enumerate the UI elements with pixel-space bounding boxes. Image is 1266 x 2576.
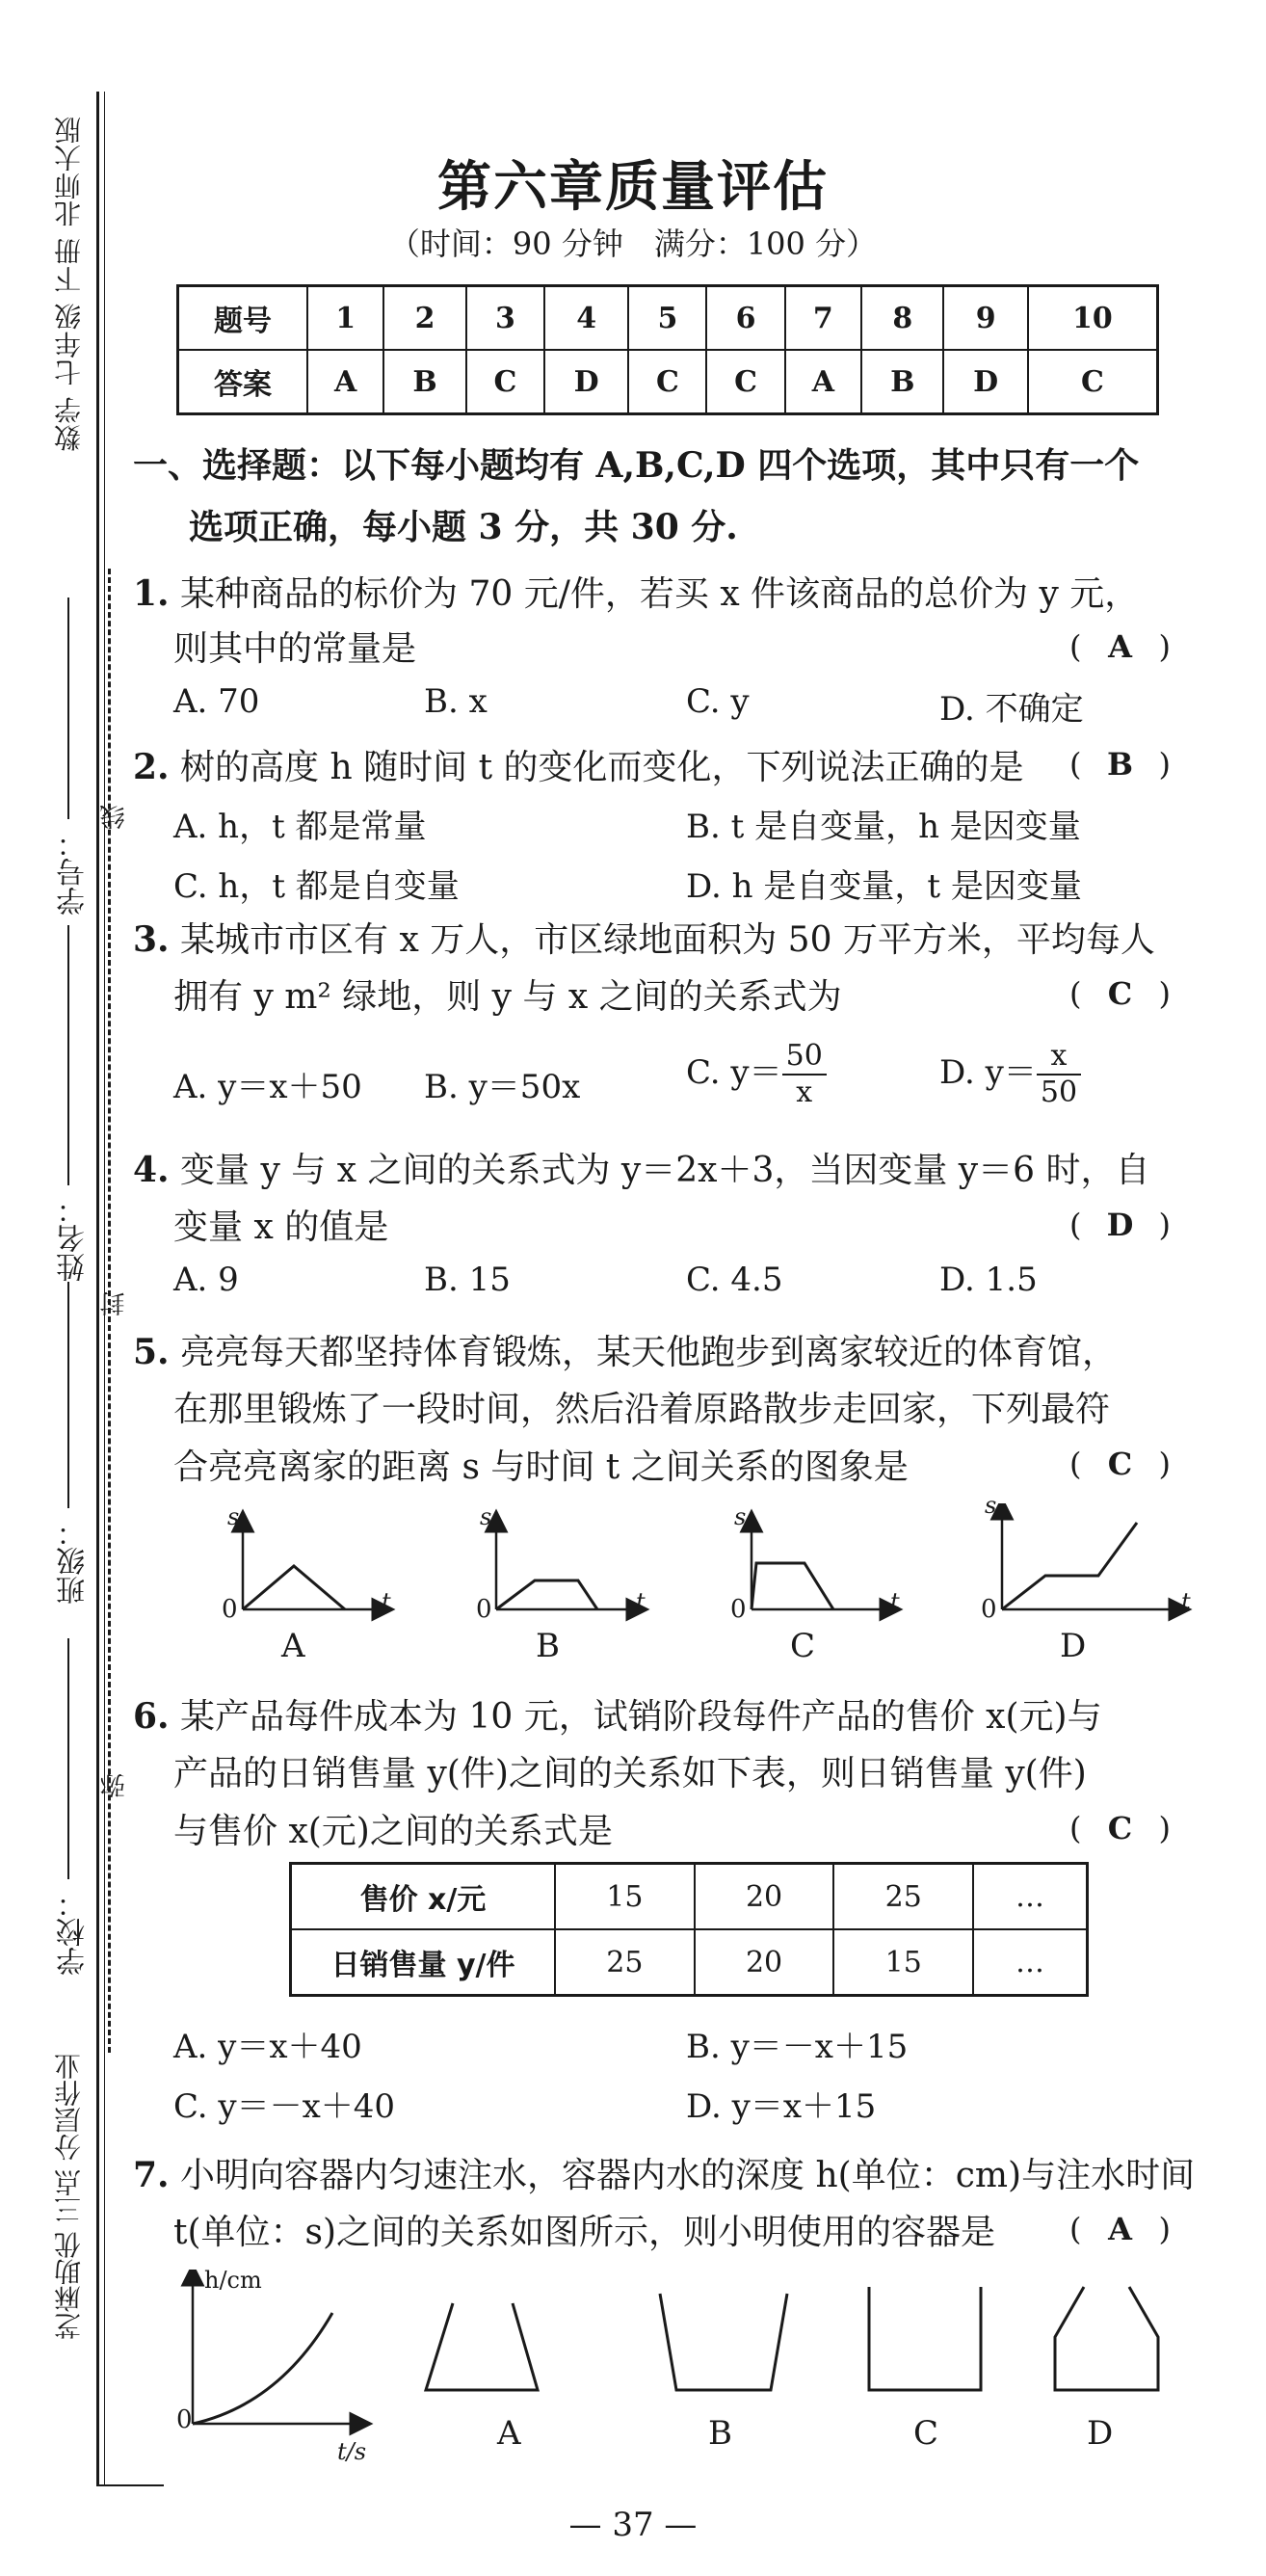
graph-c [752, 1521, 891, 1609]
question-2-answer-value: B [1106, 746, 1133, 783]
graph-a [243, 1521, 383, 1609]
question-1-answer: ( A ) [1069, 628, 1171, 665]
question-3-option-d [939, 1039, 1081, 1110]
question-1-option-d: D. 不确定 [939, 690, 1084, 729]
sidebar-school-label: 学校： [57, 1889, 91, 1976]
question-5-graphs [173, 1503, 1195, 1686]
answer-table-answer: D [943, 350, 1027, 414]
question-7-text: 小明向容器内匀速注水，容器内水的深度 h(单位：cm)与注水时间 [180, 2156, 1196, 2195]
question-1-option-a: A. 70 [173, 682, 260, 721]
question-3-answer-value: C [1107, 975, 1133, 1012]
question-6-option-b: B. y＝－x＋15 [686, 2028, 909, 2066]
answer-table-number: 3 [466, 286, 544, 351]
answer-table-number: 10 [1028, 286, 1158, 351]
fraction-numerator: 50 [782, 1039, 827, 1076]
answer-table-number: 2 [383, 286, 465, 351]
graph-a-label: A [281, 1627, 305, 1665]
answer-table-answer: D [544, 350, 628, 414]
question-6-answer-value: C [1107, 1810, 1133, 1846]
answer-table-answer: C [1028, 350, 1158, 414]
question-3-option-c [686, 1039, 827, 1110]
student-id-blank [67, 598, 69, 819]
graph-b-y-label: s [480, 1503, 492, 1530]
answer-table-answer: A [785, 350, 861, 414]
page-subtitle: （时间：90 分钟 满分：100 分） [388, 226, 878, 262]
graph-d-y-label: s [985, 1492, 997, 1519]
answer-table-number: 9 [943, 286, 1027, 351]
question-2-text: 树的高度 h 随时间 t 的变化而变化，下列说法正确的是 [180, 748, 1024, 787]
fraction-denominator: x [796, 1076, 813, 1109]
sidebar-cut-label: 线 [100, 805, 129, 830]
question-6-line3: 与售价 x(元)之间的关系式是 [173, 1812, 613, 1851]
question-6-option-d: D. y＝x＋15 [686, 2087, 877, 2126]
table-cell: 20 [695, 1864, 834, 1930]
graph-c-origin: 0 [730, 1595, 747, 1624]
question-5-line2: 在那里锻炼了一段时间，然后沿着原路散步走回家，下列最符 [173, 1390, 1111, 1429]
question-6-answer: ( C ) [1069, 1810, 1171, 1846]
question-2-line1 [133, 737, 1023, 798]
question-2-answer: ( B ) [1069, 746, 1171, 783]
graph-a-y-label: s [227, 1503, 240, 1530]
question-7-figures [173, 2270, 1195, 2462]
question-3-option-b: B. y＝50x [424, 1068, 581, 1106]
question-3-answer: ( C ) [1069, 975, 1171, 1012]
answer-table [176, 284, 1159, 415]
answer-table-answer: B [861, 350, 943, 414]
question-3-option-c-fraction [782, 1039, 827, 1110]
sidebar-subject: 数学 七年级 下册 北师大版 [53, 116, 85, 452]
question-3-line1 [133, 910, 1155, 970]
table-cell: … [973, 1864, 1087, 1930]
question-1-line2: 则其中的常量是 [173, 629, 417, 669]
question-5-answer-value: C [1107, 1446, 1133, 1482]
graph-a-x-label: t [382, 1588, 391, 1615]
class-blank [67, 1282, 69, 1508]
page-number: — 37 — [568, 2506, 698, 2544]
question-5-line3: 合亮亮离家的距离 s 与时间 t 之间关系的图象是 [173, 1447, 909, 1487]
question-4-number: 4. [133, 1150, 170, 1190]
graph-c-label: C [790, 1627, 816, 1665]
margin-rule-thin [104, 92, 105, 2484]
question-3-line2: 拥有 y m² 绿地，则 y 与 x 之间的关系式为 [173, 977, 842, 1017]
graph-b [496, 1521, 638, 1609]
depth-time-graph [193, 2274, 361, 2424]
table-row [291, 1864, 1088, 1930]
depth-graph-origin: 0 [176, 2405, 193, 2434]
question-3-option-d-prefix: D. y＝ [939, 1053, 1037, 1092]
graph-b-origin: 0 [476, 1595, 492, 1624]
answer-table-number: 7 [785, 286, 861, 351]
section-heading-line1: 一、选择题：以下每小题均有 A,B,C,D 四个选项，其中只有一个 [133, 445, 1140, 486]
fraction-numerator: x [1037, 1039, 1081, 1076]
question-7-number: 7. [133, 2155, 170, 2195]
time-axis-label: t/s [337, 2438, 367, 2465]
sidebar-student-id-label: 学号： [57, 829, 91, 916]
question-5-line1 [133, 1322, 1117, 1383]
answer-table-row2-label: 答案 [178, 350, 308, 414]
question-2-option-b: B. t 是自变量，h 是因变量 [686, 808, 1081, 846]
graph-a-origin: 0 [222, 1595, 238, 1624]
name-blank [67, 925, 69, 1185]
sidebar-name-label: 姓名： [57, 1195, 91, 1282]
question-5-text: 亮亮每天都坚持体育锻炼，某天他跑步到离家较近的体育馆， [180, 1333, 1118, 1372]
question-5-number: 5. [133, 1332, 170, 1372]
question-6-option-c: C. y＝－x＋40 [173, 2087, 396, 2126]
table-cell: 25 [555, 1929, 695, 1996]
sidebar-seal-m-label: 弥 [100, 1773, 129, 1798]
sidebar-seal-label: 封 [100, 1291, 129, 1316]
container-a-label: A [497, 2414, 521, 2453]
graph-d-label: D [1060, 1627, 1087, 1665]
table-row2-label: 日销售量 y/件 [291, 1929, 556, 1996]
table-cell: 15 [555, 1864, 695, 1930]
table-cell: 25 [833, 1864, 973, 1930]
question-3-number: 3. [133, 919, 170, 960]
container-b-label: B [708, 2414, 732, 2453]
question-7-answer: ( A ) [1069, 2211, 1171, 2247]
question-4-text: 变量 y 与 x 之间的关系式为 y＝2x＋3，当因变量 y＝6 时，自 [180, 1151, 1150, 1190]
answer-table-answer: C [466, 350, 544, 414]
fraction-denominator: 50 [1040, 1076, 1078, 1109]
question-3-option-a: A. y＝x＋50 [173, 1068, 362, 1106]
answer-table-number: 4 [544, 286, 628, 351]
question-2-number: 2. [133, 747, 170, 787]
question-6-line1 [133, 1686, 1102, 1747]
table-cell: 20 [695, 1929, 834, 1996]
sidebar-class-label: 班级： [57, 1518, 91, 1605]
answer-table-number: 1 [307, 286, 383, 351]
answer-table-answer: B [383, 350, 465, 414]
graph-b-x-label: t [636, 1588, 646, 1615]
table-cell: … [973, 1929, 1087, 1996]
question-4-answer: ( D ) [1069, 1207, 1171, 1243]
question-1-answer-value: A [1108, 628, 1132, 665]
question-6-table [289, 1862, 1089, 1997]
question-6-text: 某产品每件成本为 10 元，试销阶段每件产品的售价 x(元)与 [180, 1697, 1102, 1737]
question-1-text: 某种商品的标价为 70 元/件，若买 x 件该商品的总价为 y 元， [180, 574, 1140, 614]
question-4-line2: 变量 x 的值是 [173, 1208, 389, 1247]
question-2-option-d: D. h 是自变量，t 是因变量 [686, 867, 1082, 906]
answer-table-answer: C [706, 350, 784, 414]
question-3-option-c-prefix: C. y＝ [686, 1053, 782, 1092]
question-4-option-c: C. 4.5 [686, 1261, 783, 1299]
question-7-line1 [133, 2145, 1195, 2206]
question-6-option-a: A. y＝x＋40 [173, 2028, 362, 2066]
table-row1-label: 售价 x/元 [291, 1864, 556, 1930]
bottom-rule [96, 2484, 164, 2486]
graph-b-label: B [536, 1627, 560, 1665]
question-6-line2: 产品的日销售量 y(件)之间的关系如下表，则日销售量 y(件) [173, 1754, 1087, 1793]
container-a [426, 2303, 538, 2390]
depth-axis-label: h/cm [204, 2267, 262, 2294]
graph-c-y-label: s [734, 1503, 747, 1530]
answer-table-number-row [178, 286, 1158, 351]
container-d [1055, 2287, 1158, 2390]
table-cell: 15 [833, 1929, 973, 1996]
question-4-option-d: D. 1.5 [939, 1261, 1038, 1299]
container-d-label: D [1087, 2414, 1114, 2453]
question-4-option-a: A. 9 [173, 1261, 239, 1299]
container-c [869, 2287, 981, 2390]
question-7-line2: t(单位：s)之间的关系如图所示，则小明使用的容器是 [173, 2213, 996, 2252]
graph-d [1002, 1508, 1180, 1609]
answer-table-number: 5 [628, 286, 706, 351]
question-2-option-c: C. h，t 都是自变量 [173, 867, 460, 906]
table-row [291, 1929, 1088, 1996]
graph-d-x-label: t [1181, 1588, 1191, 1615]
question-2-option-a: A. h，t 都是常量 [173, 808, 427, 846]
question-3-option-d-fraction [1037, 1039, 1081, 1110]
question-3-text: 某城市市区有 x 万人，市区绿地面积为 50 万平方米，平均每人 [180, 920, 1155, 960]
sidebar-publisher: 芝麻助优 三点 分层作业 [53, 2053, 85, 2340]
answer-table-answer: C [628, 350, 706, 414]
question-7-answer-value: A [1108, 2211, 1132, 2247]
question-4-answer-value: D [1106, 1207, 1134, 1243]
answer-table-answer-row [178, 350, 1158, 414]
answer-table-number: 8 [861, 286, 943, 351]
graph-d-origin: 0 [981, 1595, 997, 1624]
answer-table-answer: A [307, 350, 383, 414]
school-blank [67, 1638, 69, 1879]
question-1-option-b: B. x [424, 682, 488, 721]
question-1-line1 [133, 564, 1139, 624]
question-1-number: 1. [133, 573, 170, 614]
question-4-line1 [133, 1140, 1149, 1201]
container-b [660, 2294, 787, 2390]
question-5-answer: ( C ) [1069, 1446, 1171, 1482]
answer-table-row1-label: 题号 [178, 286, 308, 351]
question-4-option-b: B. 15 [424, 1261, 511, 1299]
section-heading-line2: 选项正确，每小题 3 分，共 30 分. [189, 507, 738, 547]
answer-table-number: 6 [706, 286, 784, 351]
question-6-number: 6. [133, 1696, 170, 1737]
container-c-label: C [913, 2414, 939, 2453]
question-1-option-c: C. y [686, 682, 750, 721]
page-title: 第六章质量评估 [437, 155, 829, 219]
margin-rule-thick [96, 92, 99, 2484]
graph-c-x-label: t [890, 1588, 900, 1615]
